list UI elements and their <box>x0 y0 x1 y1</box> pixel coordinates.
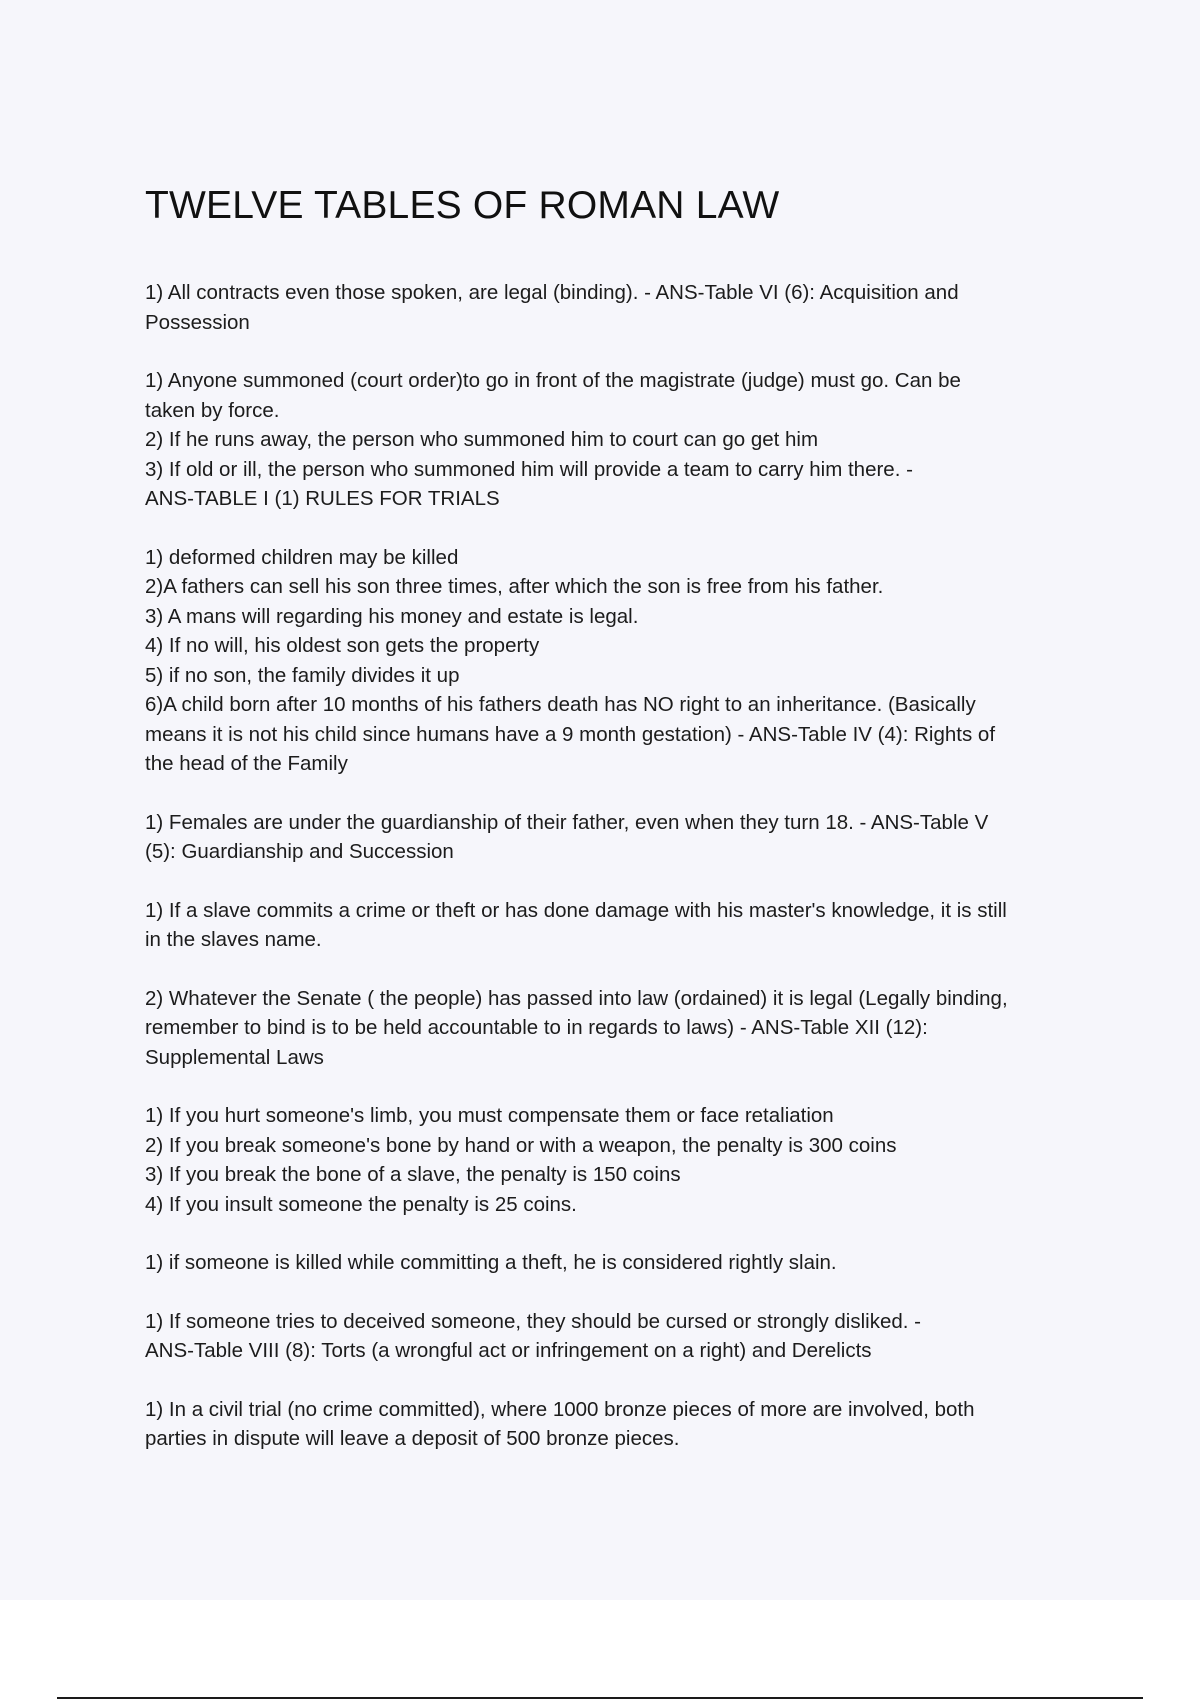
entry-line: 4) If you insult someone the penalty is 25 coins. <box>145 1192 577 1216</box>
entry-line: parties in dispute will leave a deposit of 500 bronze pieces. <box>145 1427 680 1450</box>
entry-line: 2) Whatever the Senate ( the people) has passed into law (ordained) it is legal (Legally binding, <box>145 986 1008 1010</box>
entry-line: (5): Guardianship and Succession <box>145 840 454 863</box>
law-entry <box>145 984 1085 1073</box>
entry-line: 3) A mans will regarding his money and estate is legal. <box>145 604 639 628</box>
entry-line: 1) Anyone summoned (court order)to go in front of the magistrate (judge) must go. Can be <box>145 369 961 392</box>
entry-line: 1) In a civil trial (no crime committed), where 1000 bronze pieces of more are involved, both <box>145 1397 975 1421</box>
law-entry <box>145 1307 1085 1366</box>
entry-line: 2) If you break someone's bone by hand or with a weapon, the penalty is 300 coins <box>145 1133 897 1157</box>
entry-line: 1) If someone tries to deceived someone, they should be cursed or strongly disliked. - <box>145 1309 921 1333</box>
entry-line: 3) If you break the bone of a slave, the penalty is 150 coins <box>145 1163 681 1186</box>
entry-line: Possession <box>145 310 250 334</box>
entry-line: in the slaves name. <box>145 928 322 951</box>
entry-line: ANS-TABLE I (1) RULES FOR TRIALS <box>145 487 500 510</box>
entry-line: 4) If no will, his oldest son gets the property <box>145 634 540 657</box>
entry-line: means it is not his child since humans have a 9 month gestation) - ANS-Table IV (4): Rights of <box>145 722 996 746</box>
law-entry <box>145 366 1085 514</box>
entry-line: 1) if someone is killed while committing a theft, he is considered rightly slain. <box>145 1251 837 1274</box>
entry-line: Supplemental Laws <box>145 1045 324 1069</box>
law-entries <box>145 278 1085 1483</box>
law-entry <box>145 808 1085 867</box>
entry-line: 1) deformed children may be killed <box>145 545 459 569</box>
entry-line: ANS-Table VIII (8): Torts (a wrongful act or infringement on a right) and Derelicts <box>145 1339 872 1362</box>
entry-line: 5) if no son, the family divides it up <box>145 663 460 687</box>
page-title: TWELVE TABLES OF ROMAN LAW <box>145 184 780 227</box>
entry-line: 1) If you hurt someone's limb, you must compensate them or face retaliation <box>145 1104 834 1127</box>
law-entry <box>145 1248 1085 1278</box>
law-entry <box>145 278 1085 337</box>
law-entry <box>145 896 1085 955</box>
entry-line: 2)A fathers can sell his son three times, after which the son is free from his father. <box>145 575 884 598</box>
entry-line: 6)A child born after 10 months of his fathers death has NO right to an inheritance. (Basically <box>145 693 976 716</box>
law-entry <box>145 1395 1085 1454</box>
law-entry <box>145 543 1085 779</box>
entry-line: taken by force. <box>145 398 280 422</box>
entry-line: 1) If a slave commits a crime or theft or has done damage with his master's knowledge, it is still <box>145 898 1007 922</box>
entry-line: 1) Females are under the guardianship of their father, even when they turn 18. - ANS-Table V <box>145 810 989 834</box>
entry-line: the head of the Family <box>145 752 348 775</box>
entry-line: 3) If old or ill, the person who summoned him will provide a team to carry him there. - <box>145 457 913 481</box>
entry-line: 1) All contracts even those spoken, are legal (binding). - ANS-Table VI (6): Acquisition and <box>145 281 959 304</box>
entry-line: remember to bind is to be held accountable to in regards to laws) - ANS-Table XII (12): <box>145 1016 928 1039</box>
law-entry <box>145 1101 1085 1219</box>
entry-line: 2) If he runs away, the person who summoned him to court can go get him <box>145 428 819 451</box>
footer-divider <box>57 1697 1143 1699</box>
